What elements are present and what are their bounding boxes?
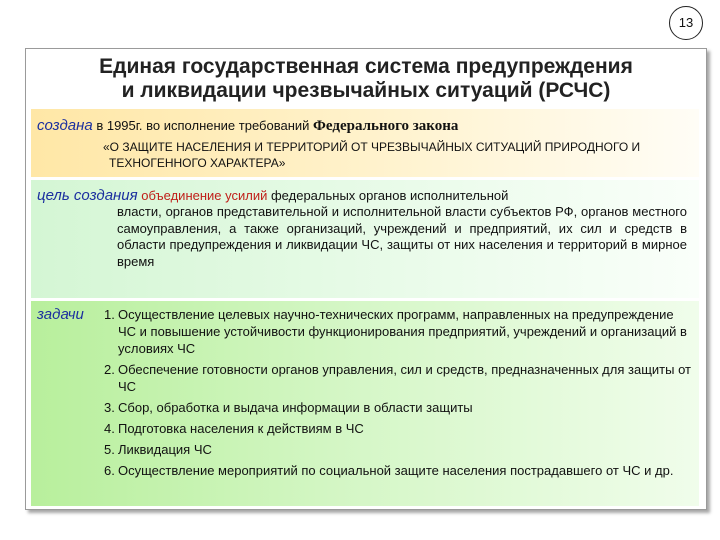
list-item bbox=[104, 420, 694, 437]
list-item-text: Ликвидация ЧС bbox=[118, 442, 212, 457]
page-title bbox=[26, 55, 706, 103]
goal-key: цель создания bbox=[37, 187, 138, 204]
list-item-text: Осуществление мероприятий по социальной защите населения пострадавшего от ЧС и др. bbox=[118, 463, 674, 478]
list-item-number: 1. bbox=[104, 307, 115, 322]
tasks-key: задачи bbox=[37, 306, 84, 323]
created-text: в 1995г. во исполнение требований bbox=[92, 118, 314, 133]
created-key: создана bbox=[37, 117, 93, 134]
tasks-section bbox=[31, 301, 699, 506]
list-item bbox=[104, 462, 694, 479]
list-item bbox=[104, 441, 694, 458]
title-line-1: Единая государственная система предупреждения bbox=[99, 55, 633, 78]
list-item-number: 6. bbox=[104, 463, 115, 478]
list-item-number: 2. bbox=[104, 362, 115, 377]
goal-lead: объединение усилий bbox=[137, 188, 271, 203]
list-item-text: Подготовка населения к действиям в ЧС bbox=[118, 421, 364, 436]
list-item-number: 3. bbox=[104, 400, 115, 415]
tasks-list bbox=[104, 306, 694, 483]
goal-body: власти, органов представительной и исполнительной власти субъектов РФ, органов местного самоуправления, а также организаций, учреждений и предприятий, их сил и средств в области предупреждения и ликвидации ЧС, защиты от них населения и территорий в мирное время bbox=[117, 204, 687, 269]
list-item-number: 5. bbox=[104, 442, 115, 457]
goal-head-rest: федеральных органов исполнительной bbox=[270, 188, 509, 203]
title-line-2: и ликвидации чрезвычайных ситуаций (РСЧС) bbox=[121, 79, 611, 102]
list-item bbox=[104, 361, 694, 395]
law-name: «О ЗАЩИТЕ НАСЕЛЕНИЯ И ТЕРРИТОРИЙ ОТ ЧРЕЗВЫЧАЙНЫХ СИТУАЦИЙ ПРИРОДНОГО И ТЕХНОГЕННОГО ХАРАКТЕРА» bbox=[103, 140, 641, 170]
list-item-text: Осуществление целевых научно-технических программ, направленных на предупреждение ЧС и повышение устойчивости функционирования предприятий, учреждений и организаций в условиях ЧС bbox=[118, 307, 687, 356]
created-line bbox=[37, 117, 458, 135]
list-item bbox=[104, 306, 694, 357]
law-reference: Федерального закона bbox=[313, 118, 459, 134]
page-number: 13 bbox=[669, 6, 703, 40]
goal-section bbox=[31, 180, 699, 298]
list-item-text: Обеспечение готовности органов управления, сил и средств, предназначенных для защиты от ЧС bbox=[118, 362, 691, 394]
created-section bbox=[31, 109, 699, 177]
list-item-number: 4. bbox=[104, 421, 115, 436]
list-item bbox=[104, 399, 694, 416]
list-item-text: Сбор, обработка и выдача информации в области защиты bbox=[118, 400, 473, 415]
slide-frame bbox=[25, 48, 707, 510]
goal-head bbox=[37, 187, 508, 204]
